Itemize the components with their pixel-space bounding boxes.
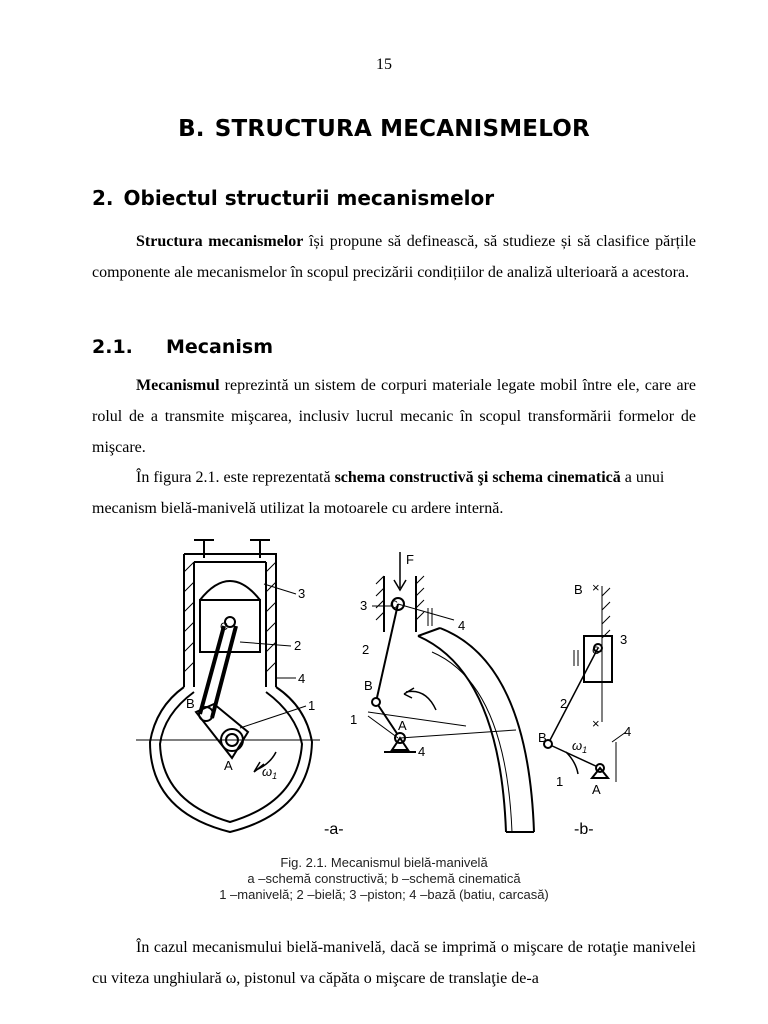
label-2b: 2 <box>362 642 370 657</box>
label-Cb: C <box>390 599 398 611</box>
panel-b-label: -b- <box>574 821 594 838</box>
slider-C <box>584 636 612 682</box>
caption-line-3: 1 –manivelă; 2 –bielă; 3 –piston; 4 –bază (batiu, carcasă) <box>219 887 549 902</box>
term-constructive-scheme: schema constructivă <box>334 469 474 486</box>
term-structure: Structura mecanismelor <box>136 233 304 250</box>
label-1b: 1 <box>350 712 358 727</box>
text: a unui mecanism bielă-manivelă utilizat la motoarele cu ardere internă. <box>92 469 665 517</box>
label-1c: 1 <box>556 774 564 789</box>
label-3c: 3 <box>620 632 628 647</box>
label-3a: 3 <box>298 586 306 601</box>
text: , pistonul va căpăta o mişcare de translaţie de-a <box>236 970 539 987</box>
chapter-title: STRUCTURA MECANISMELOR <box>214 116 590 142</box>
label-3b: 3 <box>360 598 368 613</box>
paragraph-structure <box>92 226 696 288</box>
label-Bc: B <box>574 582 583 597</box>
label-Bd: B <box>538 730 547 745</box>
kinematic-scheme-a <box>368 552 534 832</box>
term-and: şi <box>477 469 489 486</box>
label-4b: 4 <box>458 618 466 633</box>
caption-line-2: a –schemă constructivă; b –schemă cinematică <box>247 871 521 886</box>
paragraph-mechanism <box>92 370 696 463</box>
label-Cc: C <box>592 645 600 657</box>
subsection-title: Mecanism <box>166 336 274 358</box>
label-2c: 2 <box>560 696 568 711</box>
chapter-number: B. <box>178 116 205 142</box>
label-4a: 4 <box>298 671 306 686</box>
label-F: F <box>406 552 414 567</box>
paragraph-text: reprezintă un sistem de corpuri materiale legate mobil între ele, care are rolul de a transmite mişcarea, inclusiv lucrul mecanic în scopul transformării formelor de mişcare. <box>92 377 696 456</box>
section-number: 2. <box>92 186 114 210</box>
label-Ac: A <box>592 782 601 797</box>
figure-caption <box>0 855 768 903</box>
label-x-bottom: × <box>592 716 600 731</box>
panel-a-label: -a- <box>324 821 344 838</box>
paragraph-figure-ref <box>92 462 696 524</box>
caption-line-1: Fig. 2.1. Mecanismul bielă-manivelă <box>280 855 488 870</box>
chapter-heading <box>0 116 768 142</box>
constructive-scheme <box>136 540 320 832</box>
label-4c: 4 <box>418 744 426 759</box>
label-Ba: B <box>186 696 195 711</box>
text: În figura 2.1. este reprezentată <box>136 469 335 486</box>
subsection-heading <box>92 336 273 358</box>
section-heading <box>92 186 494 210</box>
cylinder-wall-right <box>184 554 276 687</box>
combustion-chamber <box>200 581 260 600</box>
subsection-number: 2.1. <box>92 336 133 358</box>
term-mechanism: Mecanismul <box>136 377 220 394</box>
label-Aa: A <box>224 758 233 773</box>
label-2a: 2 <box>294 638 302 653</box>
paragraph-text: își propune să definească, să studieze și să clasifice părțile componente ale mecanismelor în scopul precizării condițiilor de analiză ulterioară a acestora. <box>92 233 697 281</box>
label-Ca: C <box>220 621 228 633</box>
section-title: Obiectul structurii mecanismelor <box>123 186 495 210</box>
label-4d: 4 <box>624 724 632 739</box>
label-Bb: B <box>364 678 373 693</box>
label-omega-b: $\omega_1$ <box>572 738 588 755</box>
label-omega-a: $\omega_1$ <box>262 764 278 781</box>
connecting-rod <box>200 626 224 714</box>
label-x-top: × <box>592 580 600 595</box>
crank <box>196 704 248 758</box>
paragraph-crank-motion <box>92 932 696 994</box>
term-kinematic-scheme: schema cinematică <box>492 469 621 486</box>
page-number: 15 <box>376 56 392 73</box>
label-Ab: A <box>398 718 407 733</box>
label-1a: 1 <box>308 698 316 713</box>
figure-crank-mechanism <box>136 532 636 850</box>
omega-symbol: ω <box>225 970 237 987</box>
text: În cazul mecanismului bielă-manivelă, dacă se imprimă o mişcare de rotaţie manivelei cu viteza unghiulară <box>92 939 696 987</box>
